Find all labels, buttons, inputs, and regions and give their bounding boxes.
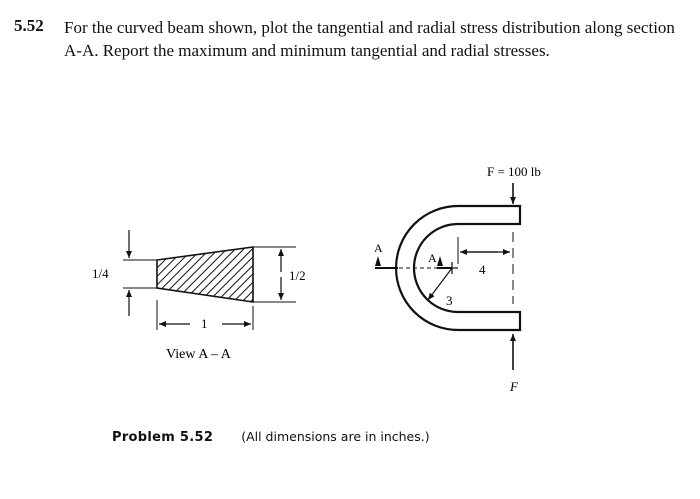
dim-half: 1/2 xyxy=(289,268,306,283)
curved-beam xyxy=(374,164,541,394)
force-bottom-label: F xyxy=(510,379,518,394)
dim-radius: 3 xyxy=(446,293,453,308)
section-label-inner: A xyxy=(428,251,437,265)
view-caption: View A – A xyxy=(166,347,231,362)
section-shape xyxy=(157,247,253,302)
problem-text: For the curved beam shown, plot the tangential and radial stress distribution along section A-A. Report the maximum and minimum tangential and radial stresses. xyxy=(64,18,675,60)
problem-number: 5.52 xyxy=(14,16,44,35)
section-label-outer: A xyxy=(374,241,383,255)
section-view-a-a xyxy=(92,230,306,362)
figure-caption xyxy=(112,428,430,446)
caption-label: Problem 5.52 xyxy=(112,430,214,445)
dim-length: 4 xyxy=(479,262,486,277)
force-label: F = 100 lb xyxy=(487,164,541,179)
dim-one: 1 xyxy=(201,316,208,331)
caption-text: (All dimensions are in inches.) xyxy=(241,429,430,444)
dim-quarter: 1/4 xyxy=(92,266,109,281)
